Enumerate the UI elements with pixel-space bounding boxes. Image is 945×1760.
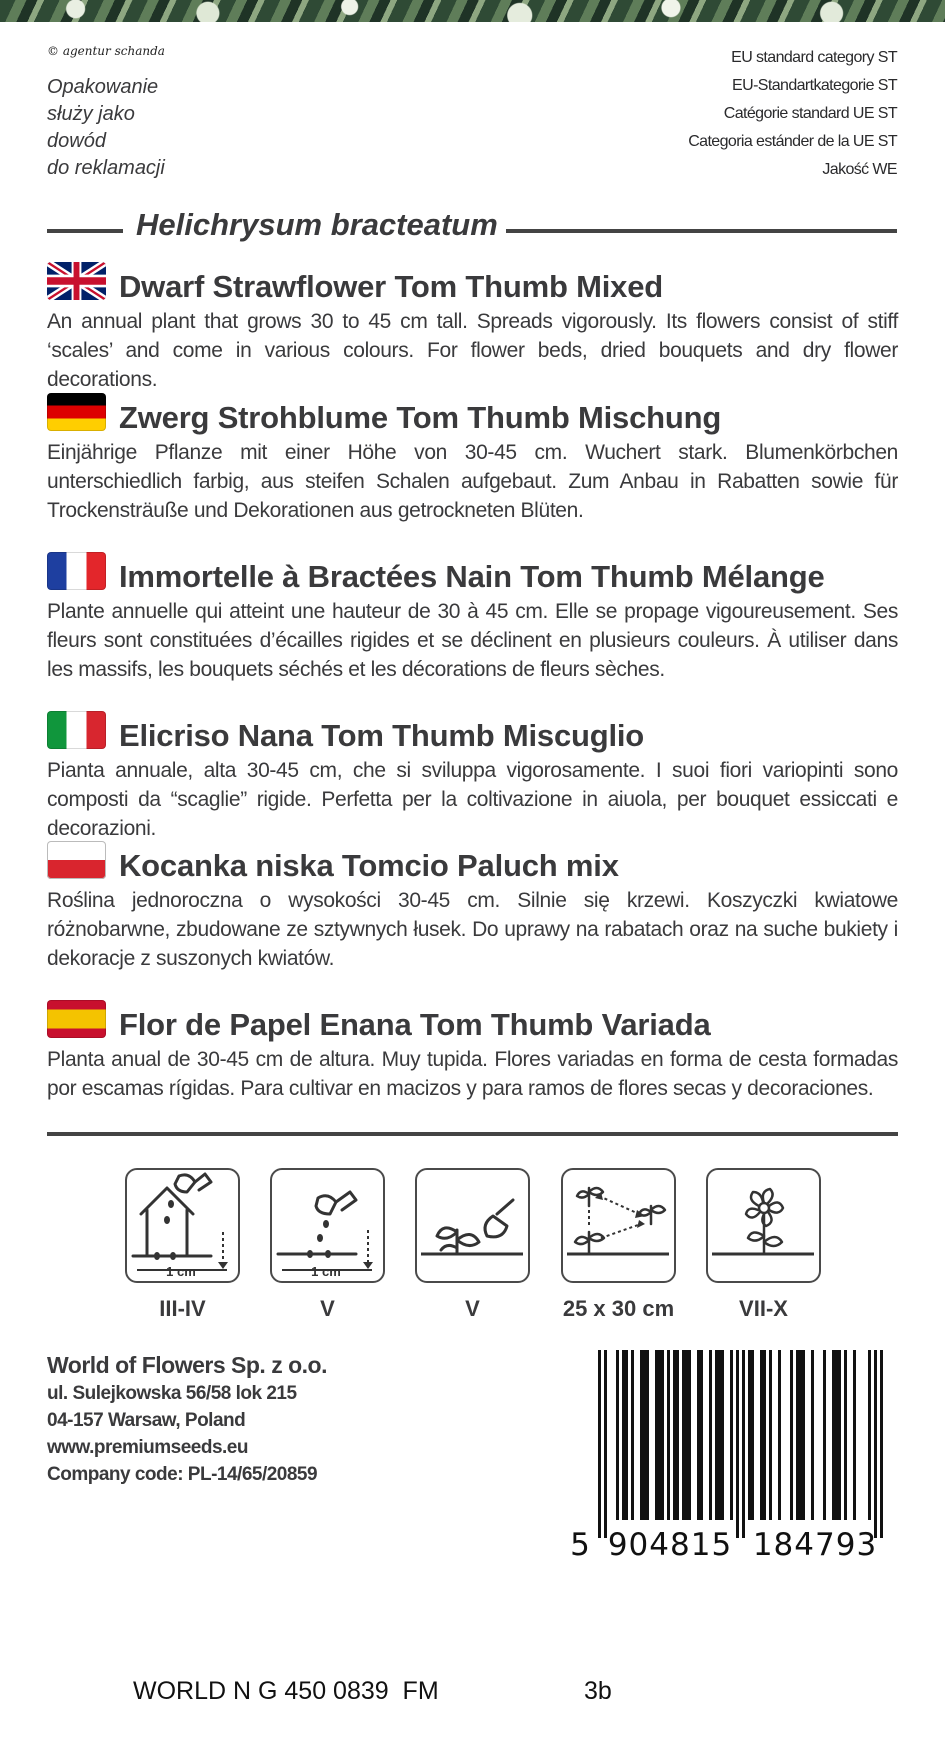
barcode-bar bbox=[682, 1350, 685, 1520]
company-name: World of Flowers Sp. z o.o. bbox=[47, 1352, 327, 1378]
company-code: Company code: PL-14/65/20859 bbox=[47, 1464, 318, 1485]
section-body: Roślina jednoroczna o wysokości 30-45 cm. Silnie się krzewi. Koszyczki kwiatowe różnobarwne, zbudowane ze sztywnych łusek. Do uprawy na rabatach oraz na suche bukiety i dekoracje z suszonych kwiatów. bbox=[47, 889, 898, 970]
latin-name: Helichrysum bracteatum bbox=[136, 207, 498, 242]
barcode-bar bbox=[790, 1350, 793, 1520]
barcode-bar bbox=[853, 1350, 856, 1520]
spacing-label: 25 x 30 cm bbox=[562, 1296, 675, 1321]
section-body: Einjährige Pflanze mit einer Höhe von 30-45 cm. Wuchert stark. Blumenkörbchen unterschiedlich farbig, aus steifen Schalen aufgebaut. Zum Anbau in Rabatten sowie für Trockensträuße und Dekorationen aus getrockneten Blüten. bbox=[47, 441, 898, 522]
barcode-bar bbox=[688, 1350, 691, 1520]
section-body: Pianta annuale, alta 30-45 cm, che si sviluppa vigorosamente. I suoi fiori variopinti sono composti da “scaglie” rigide. Perfetta per la coltivazione in aiuola, per bouquet essiccati e decorazioni. bbox=[47, 759, 898, 840]
barcode-bar bbox=[730, 1350, 733, 1520]
indoor-sowing-icon bbox=[125, 1168, 240, 1283]
barcode-digits-right: 184793 bbox=[752, 1527, 878, 1560]
outdoor-sowing-icon bbox=[270, 1168, 385, 1283]
france-flag-icon bbox=[47, 552, 106, 590]
barcode-bar bbox=[823, 1350, 826, 1520]
barcode-bar bbox=[868, 1350, 871, 1520]
section-fr bbox=[47, 552, 898, 692]
section-title: Kocanka niska Tomcio Paluch mix bbox=[119, 848, 619, 883]
barcode-bar bbox=[700, 1350, 703, 1520]
depth-label: 1 cm bbox=[311, 1264, 341, 1279]
spain-flag-icon bbox=[47, 1000, 106, 1038]
section-title: Immortelle à Bractées Nain Tom Thumb Mélange bbox=[119, 559, 825, 594]
barcode-bar bbox=[646, 1350, 649, 1520]
barcode-bar bbox=[718, 1350, 721, 1520]
company-city: 04-157 Warsaw, Poland bbox=[47, 1410, 246, 1431]
barcode-bar bbox=[811, 1350, 814, 1520]
barcode-bar bbox=[721, 1350, 724, 1520]
print-code: WORLD N G 450 0839 FM bbox=[133, 1677, 439, 1705]
top-photo-strip bbox=[0, 0, 945, 22]
barcode-bar bbox=[880, 1350, 883, 1538]
standard-categories bbox=[688, 44, 897, 184]
barcode-bar bbox=[616, 1350, 619, 1520]
uk-flag-icon bbox=[47, 262, 106, 300]
planting-out-icon bbox=[415, 1168, 530, 1283]
flowering-label: VII-X bbox=[739, 1296, 788, 1321]
barcode-bar bbox=[835, 1350, 838, 1520]
barcode-bar bbox=[598, 1350, 601, 1538]
section-body: Planta anual de 30-45 cm de altura. Muy tupida. Flores variadas en forma de cesta formadas por escamas rígidas. Para cultivar en macizos y para ramos de flores secas y decoraciones. bbox=[47, 1048, 898, 1100]
italy-flag-icon bbox=[47, 711, 106, 749]
section-title: Dwarf Strawflower Tom Thumb Mixed bbox=[119, 269, 663, 304]
barcode-bar bbox=[796, 1350, 799, 1520]
section-title: Zwerg Strohblume Tom Thumb Mischung bbox=[119, 400, 722, 435]
company-website[interactable]: www.premiumseeds.eu bbox=[47, 1437, 248, 1458]
print-version: 3b bbox=[584, 1677, 612, 1705]
section-title: Elicriso Nana Tom Thumb Miscuglio bbox=[119, 718, 645, 753]
category-line: Jakość WE bbox=[822, 161, 897, 178]
barcode-graphic bbox=[570, 1350, 900, 1560]
barcode-bar bbox=[838, 1350, 841, 1520]
poland-flag-icon bbox=[47, 841, 106, 879]
depth-label: 1 cm bbox=[166, 1264, 196, 1279]
barcode-bar bbox=[625, 1350, 628, 1520]
category-line: Catégorie standard UE ST bbox=[723, 105, 897, 122]
company-street: ul. Sulejkowska 56/58 lok 215 bbox=[47, 1383, 297, 1404]
packaging-note-line: służy jako bbox=[47, 103, 135, 125]
spacing-icon bbox=[561, 1168, 676, 1283]
barcode-bar bbox=[844, 1350, 847, 1520]
barcode-bar bbox=[799, 1350, 802, 1520]
flowering-icon bbox=[706, 1168, 821, 1283]
barcode-bar bbox=[658, 1350, 661, 1520]
indoor-sowing-label: III-IV bbox=[159, 1296, 206, 1321]
section-title: Flor de Papel Enana Tom Thumb Variada bbox=[119, 1007, 711, 1042]
divider-middle bbox=[47, 1132, 898, 1136]
barcode-bar bbox=[604, 1350, 607, 1538]
barcode-bar bbox=[715, 1350, 718, 1520]
barcode-bar bbox=[802, 1350, 805, 1520]
germany-flag-icon bbox=[47, 393, 106, 431]
section-body: An annual plant that grows 30 to 45 cm tall. Spreads vigorously. Its flowers consist of stiff ‘scales’ and come in various colours. For flower beds, dried bouquets and dry flower decorations. bbox=[47, 310, 898, 391]
section-es bbox=[47, 1000, 898, 1110]
barcode-bar bbox=[748, 1350, 751, 1520]
packaging-note bbox=[47, 74, 165, 182]
barcode-bar bbox=[697, 1350, 700, 1520]
category-line: Categoria estánder de la UE ST bbox=[688, 133, 897, 150]
barcode-bar bbox=[736, 1350, 739, 1538]
barcode-bar bbox=[685, 1350, 688, 1520]
barcode-digit-first: 5 bbox=[570, 1527, 590, 1560]
barcode-bar bbox=[778, 1350, 781, 1520]
divider-left bbox=[47, 229, 123, 233]
barcode-bar bbox=[655, 1350, 658, 1520]
barcode bbox=[570, 1350, 900, 1560]
packaging-note-line: Opakowanie bbox=[47, 76, 159, 98]
barcode-bar bbox=[667, 1350, 670, 1520]
category-line: EU-Standartkategorie ST bbox=[732, 77, 897, 94]
barcode-bar bbox=[676, 1350, 679, 1520]
section-body: Plante annuelle qui atteint une hauteur de 30 à 45 cm. Elle se propage vigoureusement. Ses fleurs sont constituées d’écailles rigides et se déclinent en plusieurs couleurs. À utiliser dans les massifs, les bouquets séchés et les décorations de fleurs sèches. bbox=[47, 600, 898, 681]
barcode-bar bbox=[673, 1350, 676, 1520]
section-it bbox=[47, 711, 898, 840]
barcode-bar bbox=[640, 1350, 643, 1520]
barcode-bar bbox=[763, 1350, 766, 1520]
barcode-bar bbox=[760, 1350, 763, 1520]
barcode-bar bbox=[661, 1350, 664, 1520]
section-pl bbox=[47, 841, 898, 981]
barcode-bar bbox=[643, 1350, 646, 1520]
barcode-bar bbox=[709, 1350, 712, 1520]
barcode-bar bbox=[832, 1350, 835, 1520]
divider-right bbox=[506, 229, 897, 233]
category-line: EU standard category ST bbox=[731, 49, 897, 66]
packaging-note-line: do reklamacji bbox=[47, 157, 165, 179]
packaging-note-line: dowód bbox=[47, 130, 106, 152]
barcode-bar bbox=[769, 1350, 772, 1520]
company-info bbox=[47, 1350, 327, 1488]
outdoor-sowing-label: V bbox=[320, 1296, 335, 1321]
section-de bbox=[47, 393, 898, 533]
planting-out-label: V bbox=[465, 1296, 480, 1321]
section-en bbox=[47, 262, 898, 391]
barcode-bar bbox=[751, 1350, 754, 1520]
barcode-bar bbox=[742, 1350, 745, 1538]
barcode-bar bbox=[874, 1350, 877, 1538]
barcode-bar bbox=[631, 1350, 634, 1520]
barcode-bar bbox=[622, 1350, 625, 1520]
copyright-text: © agentur schanda bbox=[47, 44, 165, 58]
barcode-digits-left: 904815 bbox=[607, 1527, 733, 1560]
